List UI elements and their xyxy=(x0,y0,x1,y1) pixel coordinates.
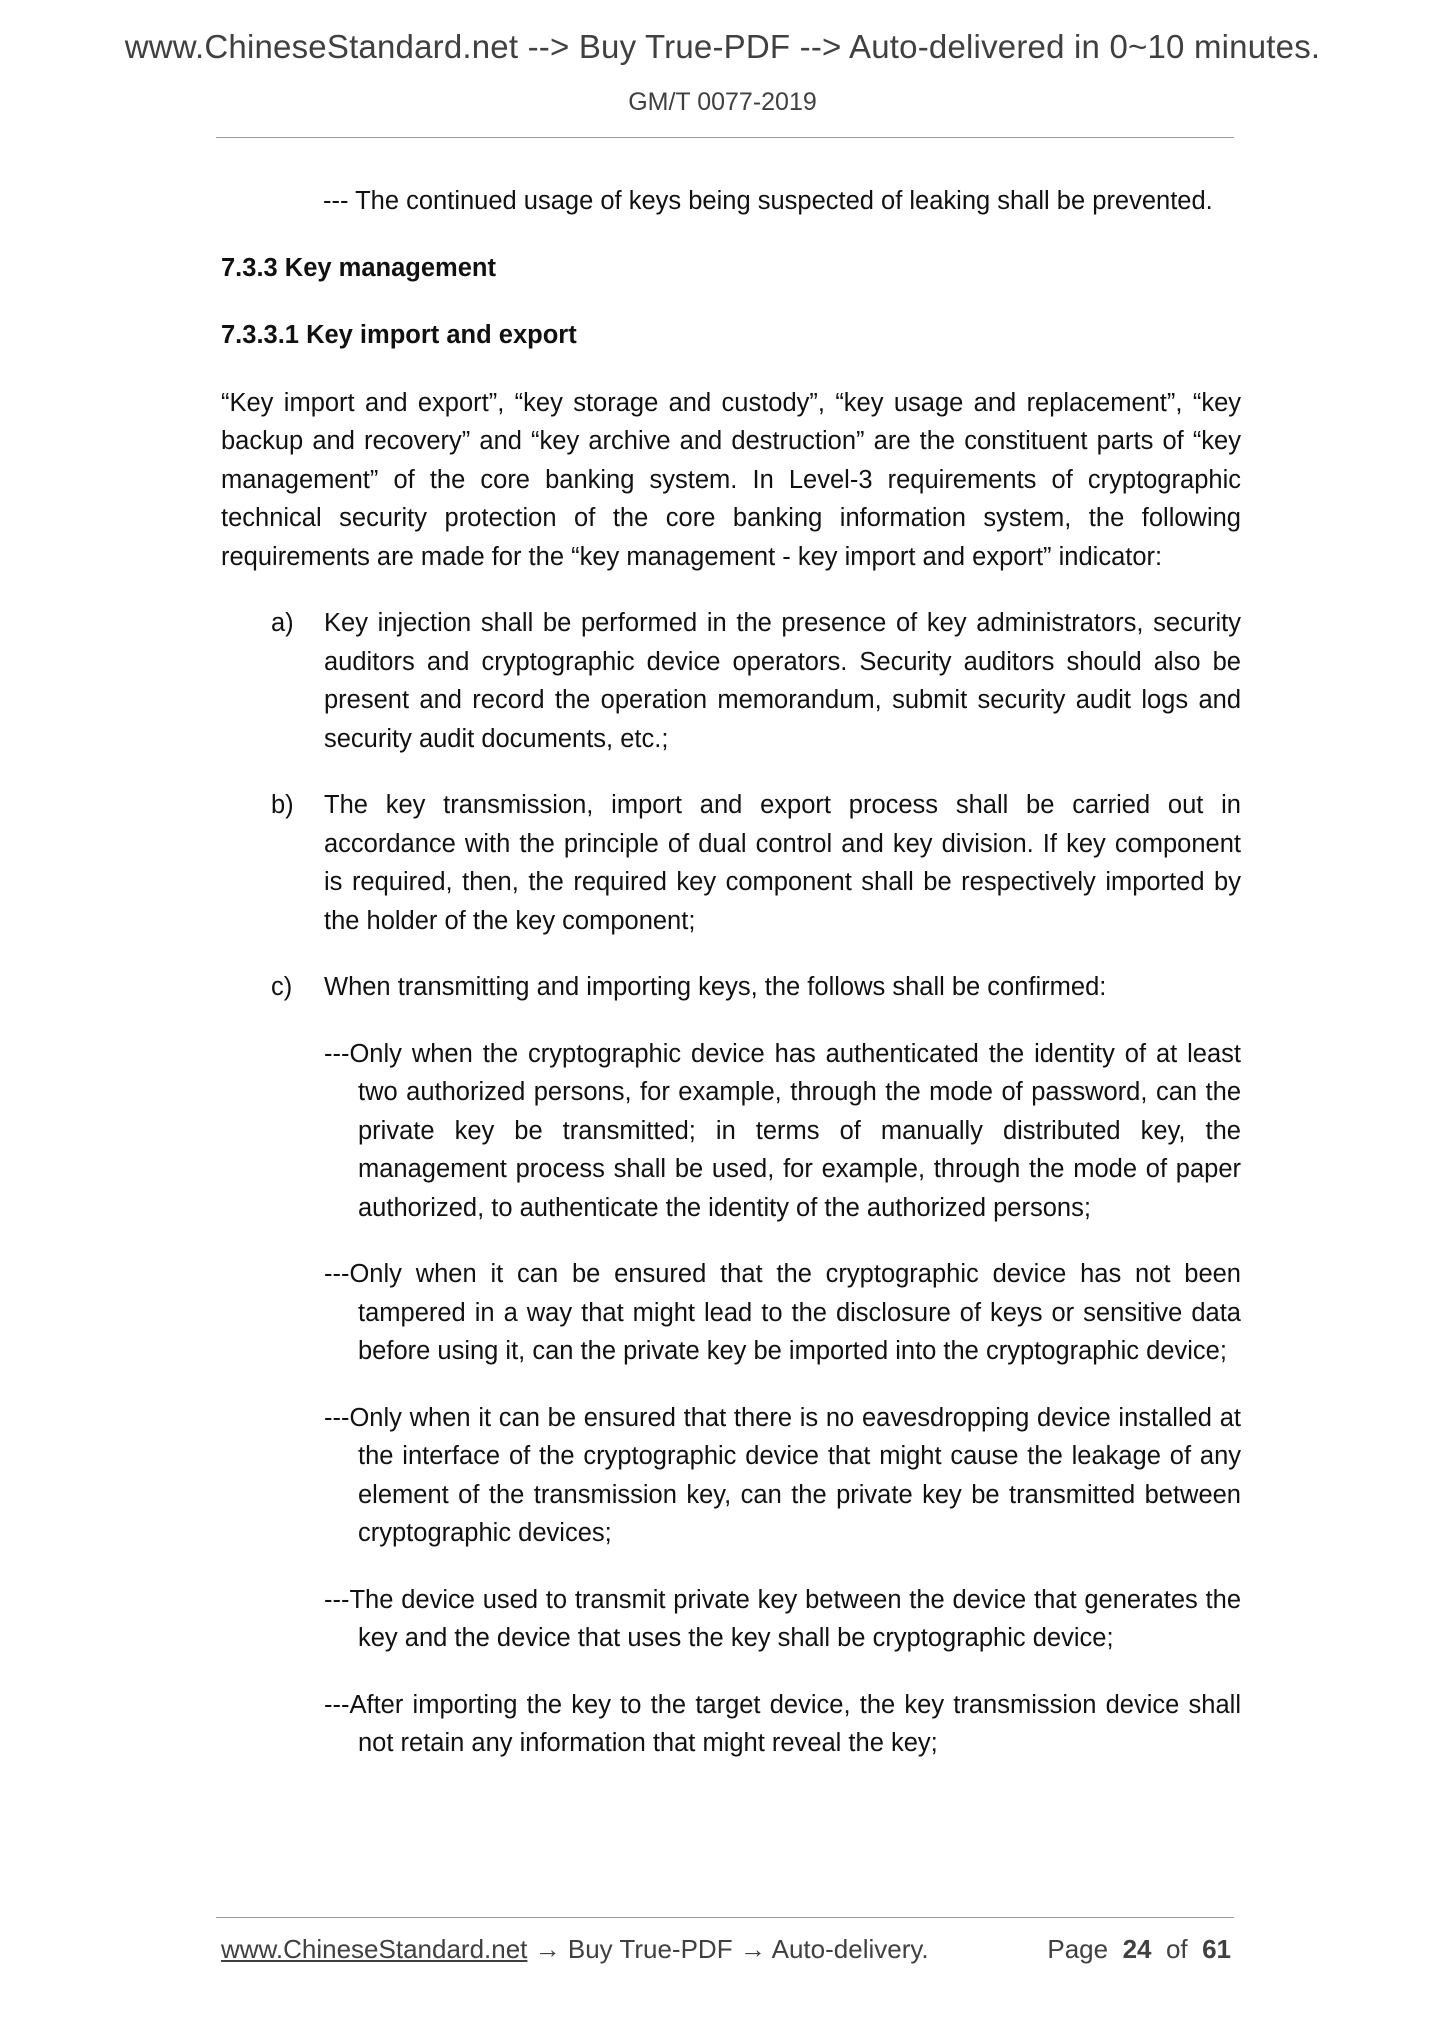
footer-divider xyxy=(216,1917,1234,1918)
document-body xyxy=(221,182,1241,1791)
list-marker: a) xyxy=(271,609,294,637)
intro-line: --- The continued usage of keys being suspected of leaking shall be prevented. xyxy=(323,187,1213,215)
page-label: Page xyxy=(1047,1934,1109,1964)
list-item-b xyxy=(221,786,1241,940)
dash-item: ---Only when it can be ensured that the cryptographic device has not been tampered in a way that might lead to the disclosure of keys or sensitive data before using it, can the private key be imported into the cryptographic device; xyxy=(324,1260,1241,1365)
page-indicator xyxy=(1047,1934,1231,1965)
dash-item: ---After importing the key to the target device, the key transmission device shall not retain any information that might reveal the key; xyxy=(324,1690,1241,1757)
dash-item: ---Only when the cryptographic device has authenticated the identity of at least two authorized persons, for example, through the mode of password, can the private key be transmitted; in terms of manually distributed key, the management process shall be used, for example, through the mode of paper authorized, to authenticate the identity of the authorized persons; xyxy=(324,1039,1241,1222)
header-banner: www.ChineseStandard.net --> Buy True-PDF --> Auto-delivered in 0~10 minutes. xyxy=(124,28,1321,65)
dash-item: ---The device used to transmit private key between the device that generates the key and the device that uses the key shall be cryptographic device; xyxy=(324,1585,1241,1652)
page-current: 24 xyxy=(1122,1934,1152,1964)
page-footer xyxy=(221,1934,1231,1965)
page-total: 61 xyxy=(1202,1934,1231,1964)
list-item-a xyxy=(221,604,1241,758)
arrow-right-icon: → xyxy=(739,1934,766,1964)
list-item-text: When transmitting and importing keys, the follows shall be confirmed: xyxy=(324,973,1107,1001)
subsection-heading: 7.3.3.1 Key import and export xyxy=(221,321,577,349)
footer-delivery-text: Auto-delivery. xyxy=(771,1934,929,1964)
page-of: of xyxy=(1165,1934,1188,1964)
list-item-text: The key transmission, import and export process shall be carried out in accordance with the principle of dual control and key division. If key component is required, then, the required key component shall be respectively imported by the holder of the key component; xyxy=(324,791,1241,935)
footer-site-link[interactable]: www.ChineseStandard.net xyxy=(221,1934,528,1964)
section-heading: 7.3.3 Key management xyxy=(221,253,496,282)
dash-item: ---Only when it can be ensured that there is no eavesdropping device installed at the interface of the cryptographic device that might cause the leakage of any element of the transmission key, can the private key be transmitted between cryptographic devices; xyxy=(324,1403,1241,1547)
arrow-right-icon: → xyxy=(534,1934,561,1964)
list-marker: b) xyxy=(271,791,294,819)
list-item-c xyxy=(221,968,1241,1007)
header-divider xyxy=(216,137,1234,138)
standard-code: GM/T 0077-2019 xyxy=(628,88,817,116)
body-paragraph: “Key import and export”, “key storage and custody”, “key usage and replacement”, “key backup and recovery” and “key archive and destruction” are the constituent parts of “key management” of the core banking system. In Level-3 requirements of cryptographic technical security protection of the core banking information system, the following requirements are made for the “key management - key import and export” indicator: xyxy=(221,388,1241,571)
footer-buy-text: Buy True-PDF xyxy=(567,1934,733,1964)
list-marker: c) xyxy=(271,973,293,1001)
list-item-text: Key injection shall be performed in the presence of key administrators, security auditors and cryptographic device operators. Security auditors should also be present and record the operation memorandum, submit security audit logs and security audit documents, etc.; xyxy=(324,609,1241,753)
